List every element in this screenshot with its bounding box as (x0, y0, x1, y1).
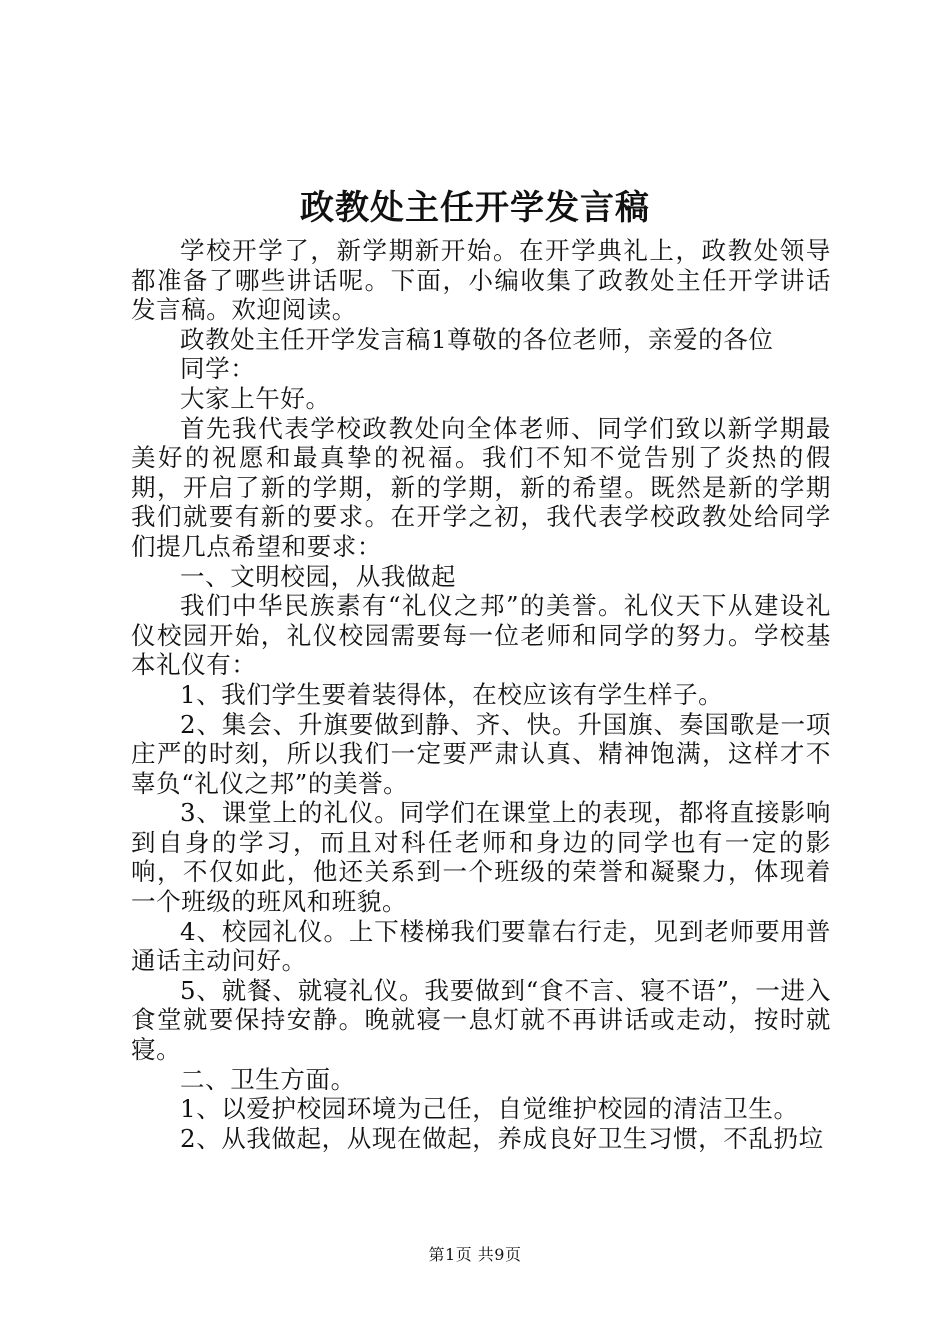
paragraph-opening: 首先我代表学校政教处向全体老师、同学们致以新学期最美好的祝愿和最真挚的祝福。我们不知不觉告别了炎热的假期，开启了新的学期，新的学期，新的希望。既然是新的学期我们就要有新的要求。在开学之初，我代表学校政教处给同学们提几点希望和要求： (131, 413, 831, 561)
paragraph-speech-heading: 政教处主任开学发言稿1尊敬的各位老师，亲爱的各位 (180, 324, 774, 354)
paragraph-salutation: 同学： (180, 354, 256, 384)
list-item-dress: 1、我们学生要着装得体，在校应该有学生样子。 (180, 679, 724, 709)
list-item-campus: 4、校园礼仪。上下楼梯我们要靠右行走，见到老师要用普通话主动问好。 (131, 916, 831, 976)
paragraph-intro: 学校开学了，新学期新开始。在开学典礼上，政教处领导都准备了哪些讲话呢。下面，小编收集了政教处主任开学讲话发言稿。欢迎阅读。 (131, 236, 831, 325)
list-item-assembly: 2、集会、升旗要做到静、齐、快。升国旗、奏国歌是一项庄严的时刻，所以我们一定要严肃认真、精神饱满，这样才不辜负“礼仪之邦”的美誉。 (131, 709, 831, 798)
list-item-classroom: 3、课堂上的礼仪。同学们在课堂上的表现，都将直接影响到自身的学习，而且对科任老师和身边的同学也有一定的影响，不仅如此，他还关系到一个班级的荣誉和凝聚力，体现着一个班级的班风和班貌。 (131, 798, 831, 917)
paragraph-etiquette: 我们中华民族素有“礼仪之邦”的美誉。礼仪天下从建设礼仪校园开始，礼仪校园需要每一位老师和同学的努力。学校基本礼仪有： (131, 591, 831, 680)
list-item-environment: 1、以爱护校园环境为己任，自觉维护校园的清洁卫生。 (180, 1094, 799, 1124)
document-body (131, 236, 831, 1153)
section-heading-civility: 一、文明校园，从我做起 (180, 561, 457, 591)
section-heading-hygiene: 二、卫生方面。 (180, 1064, 356, 1094)
list-item-dining: 5、就餐、就寝礼仪。我要做到“食不言、寝不语”，一进入食堂就要保持安静。晚就寝一息灯就不再讲话或走动，按时就寝。 (131, 975, 831, 1065)
document-title: 政教处主任开学发言稿 (300, 188, 650, 228)
paragraph-greeting: 大家上午好。 (180, 383, 331, 413)
page-number-footer: 第1页 共9页 (428, 1245, 522, 1264)
list-item-habits: 2、从我做起，从现在做起，养成良好卫生习惯，不乱扔垃 (180, 1123, 824, 1153)
